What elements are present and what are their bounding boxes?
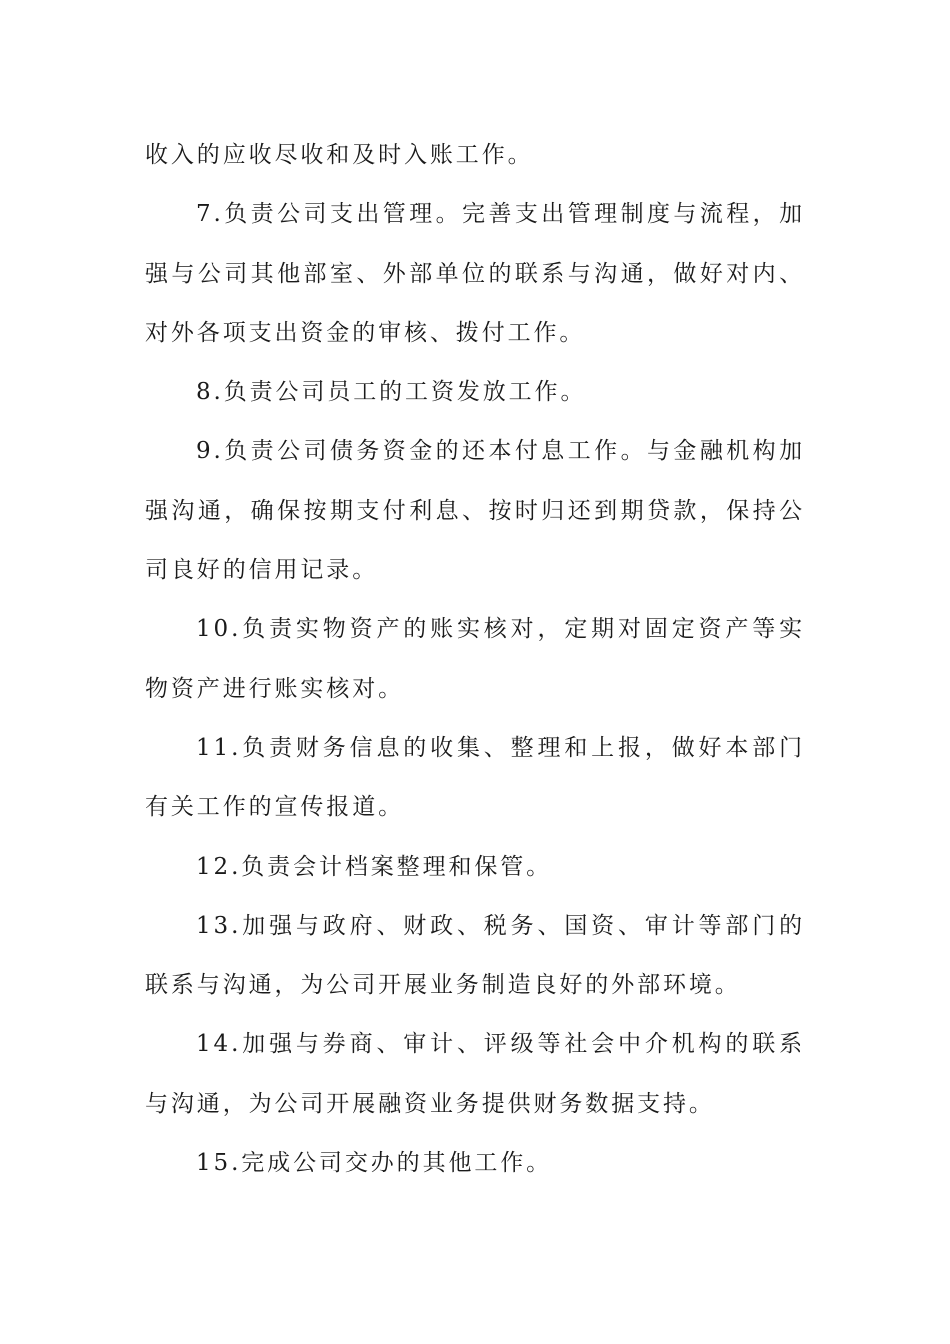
paragraph-item-12: 12.负责会计档案整理和保管。 bbox=[196, 853, 553, 880]
paragraph-item-7: 7.负责公司支出管理。完善支出管理制度与流程，加强与公司其他部室、外部单位的联系与沟通，做好对内、对外各项支出资金的审核、拨付工作。 bbox=[145, 201, 805, 346]
paragraph-item-10: 10.负责实物资产的账实核对，定期对固定资产等实物资产进行账实核对。 bbox=[145, 616, 805, 702]
paragraph-item-8: 8.负责公司员工的工资发放工作。 bbox=[196, 379, 587, 406]
document-body bbox=[145, 126, 805, 1193]
paragraph-item-13: 13.加强与政府、财政、税务、国资、审计等部门的联系与沟通，为公司开展业务制造良好的外部环境。 bbox=[145, 912, 805, 999]
paragraph-item-11: 11.负责财务信息的收集、整理和上报，做好本部门有关工作的宣传报道。 bbox=[145, 734, 805, 821]
paragraph-continuation: 收入的应收尽收和及时入账工作。 bbox=[145, 142, 534, 168]
paragraph-item-14: 14.加强与券商、审计、评级等社会中介机构的联系与沟通，为公司开展融资业务提供财务数据支持。 bbox=[145, 1031, 805, 1117]
paragraph-item-9: 9.负责公司债务资金的还本付息工作。与金融机构加强沟通，确保按期支付利息、按时归还到期贷款，保持公司良好的信用记录。 bbox=[145, 438, 805, 584]
paragraph-item-15: 15.完成公司交办的其他工作。 bbox=[196, 1150, 553, 1177]
